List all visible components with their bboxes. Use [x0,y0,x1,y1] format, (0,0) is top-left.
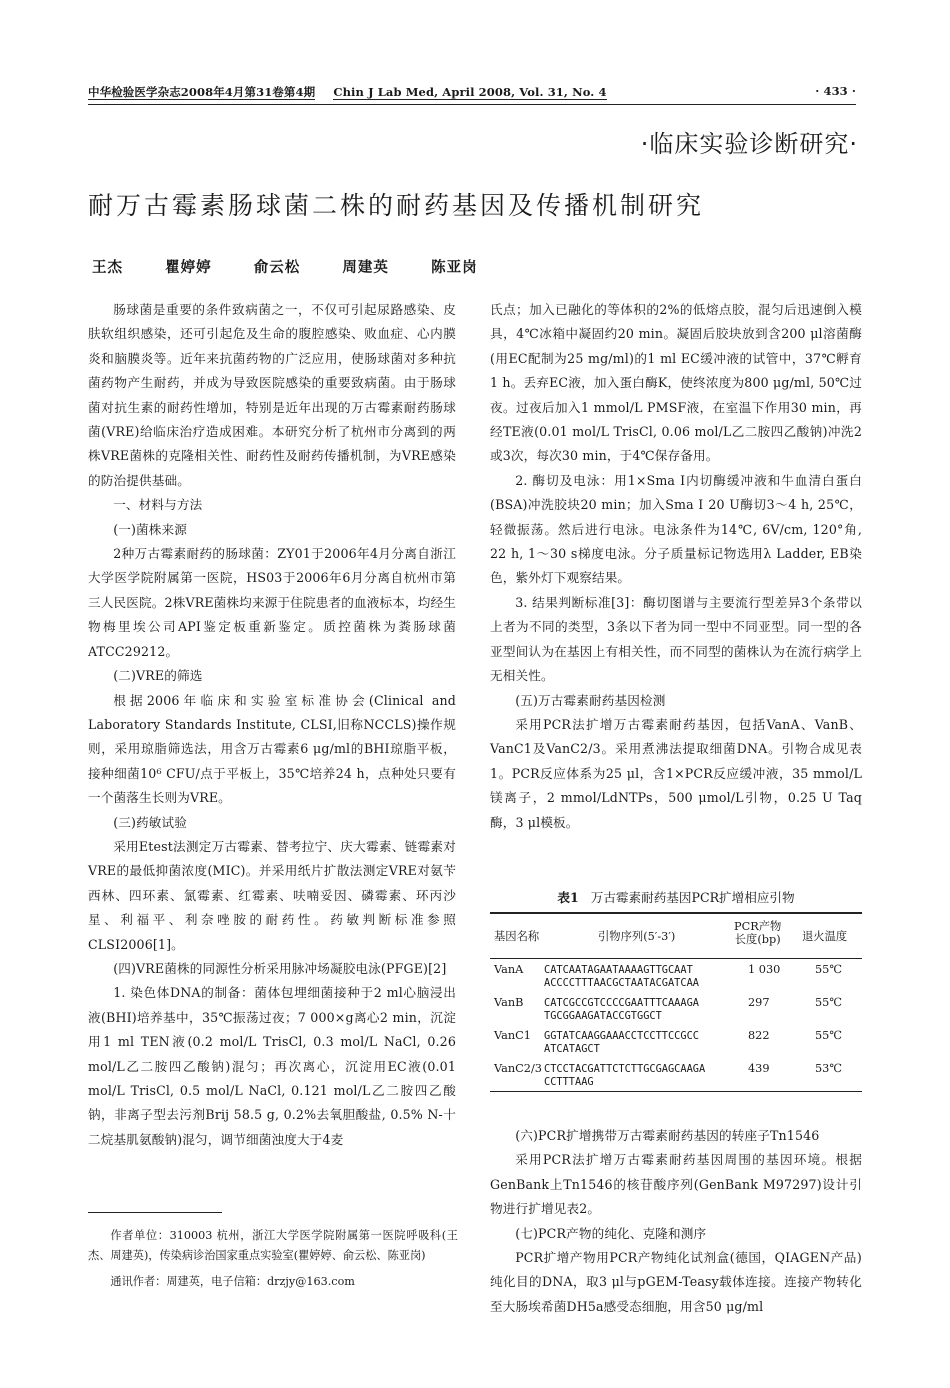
cell-temp: 55℃ [815,1029,843,1042]
paragraph: 3. 结果判断标准[3]：酶切图谱与主要流行型差异3个条带以上者为不同的类型，3条以下者为同一型中不同亚型。同一型的各亚型间认为在基因上有相关性，而不同型的菌株认为在流行病学上无相关性。 [490,594,862,684]
seq-forward: GGTATCAAGGAAACCTCCTTCCGCC [544,1030,699,1042]
paragraph: 采用PCR法扩增万古霉素耐药基因，包括VanA、VanB、VanC1及VanC2/3。采用煮沸法提取细菌DNA。引物合成见表1。PCR反应体系为25 μl，含1×PCR反应缓冲液，35 mmol/L镁离子，2 mmol/LdNTPs，500 μmol/L引物，0.25 U Taq酶，3 μl模板。 [490,716,862,830]
cell-gene: VanC2/3 [494,1062,542,1075]
seq-reverse: TGCGGAAGATACCGTGGCT [544,1009,662,1022]
cell-gene: VanB [494,996,524,1009]
header-sequence: 引物序列(5′-3′) [598,930,676,943]
header-annealing: 退火温度 [802,930,848,943]
paragraph: 根据2006年临床和实验室标准协会(Clinical and Laboratory Standards Institute, CLSI,旧称NCCLS)操作规则，采用琼脂筛选法，用含万古霉素6 μg/ml的BHI琼脂平板，接种细菌10⁶ CFU/点于平板上，35℃培养24 h，点种处只要有一个菌落生长则为VRE。 [88,692,456,806]
table-row [490,992,862,1025]
cell-length: 1 030 [748,963,781,976]
journal-cn: 中华检验医学杂志2008年4月第31卷第4期 [88,85,316,99]
cell-temp: 53℃ [815,1062,843,1075]
seq-reverse: ACCCCTTTAACGCTAATACGATCAA [544,976,699,989]
affiliation: 作者单位：310003 杭州，浙江大学医学院附属第一医院呼吸科(王杰、周建英)，传染病诊治国家重点实验室(瞿婷婷、俞云松、陈亚岗) [88,1229,458,1262]
footnote [88,1226,458,1292]
header-pcr-line2: 长度(bp) [734,933,781,946]
cell-sequence [544,1063,744,1088]
section-label: ·临床实验诊断研究· [640,130,858,158]
paragraph: 1. 染色体DNA的制备：菌体包埋细菌接种于2 ml心脑浸出液(BHI)培养基中，35℃振荡过夜；7 000×g离心2 min，沉淀用1 ml TEN液(0.2 mol/L TrisCl, 0.3 mol/L NaCl, 0.26 mol/L乙二胺四乙酸钠)混匀；再次离心，沉淀用EC液(0.01 mol/L TrisCl, 0.5 mol/L NaCl, 0.121 mol/L乙二胺四乙酸钠，非离子型去污剂Brij 58.5 g, 0.2%去氧胆酸盐, 0.5% N-十二烷基肌氨酸钠)混匀，调节细菌浊度大于4麦 [88,985,456,1147]
author-list: 王杰 瞿婷婷 俞云松 周建英 陈亚岗 [92,259,478,276]
table-header [490,914,862,958]
paragraph: 采用PCR法扩增万古霉素耐药基因周围的基因环境。根据GenBank上Tn1546的核苷酸序列(GenBank M97297)设计引物进行扩增见表2。 [490,1152,862,1217]
header-pcr-line1: PCR产物 [734,920,782,933]
table-row [490,1025,862,1058]
seq-forward: CATCGCCGTCCCCGAATTTCAAAGA [544,997,699,1009]
primer-table [490,912,862,1092]
right-column-top [490,298,862,835]
heading: (三)药敏试验 [113,814,188,830]
heading: (七)PCR产物的纯化、克隆和测序 [515,1225,707,1241]
table-row [490,1058,862,1091]
paragraph: 氏点；加入已融化的等体积的2%的低熔点胶，混匀后迅速倒入模具，4℃冰箱中凝固约20 min。凝固后胶块放到含200 μl溶菌酶(用EC配制为25 mg/ml)的1 ml EC缓冲液的试管中，37℃孵育1 h。丢弃EC液，加入蛋白酶K，使终浓度为800 μg/ml, 50℃过夜。过夜后加入1 mmol/L PMSF液，在室温下作用30 min，再经TE液(0.01 mol/L TrisCl, 0.06 mol/L乙二胺四乙酸钠)冲洗2或3次，每次30 min，于4℃保存备用。 [490,302,862,464]
cell-length: 822 [748,1029,770,1042]
right-column-bottom [490,1124,862,1319]
cell-sequence [544,1030,744,1055]
article-title: 耐万古霉素肠球菌二株的耐药基因及传播机制研究 [88,191,705,220]
paragraph: PCR扩增产物用PCR产物纯化试剂盒(德国，QIAGEN产品)纯化目的DNA，取3 μl与pGEM-Teasy载体连接。连接产物转化至大肠埃希菌DH5a感受态细胞，用含50 μg/ml [490,1250,862,1314]
cell-gene: VanC1 [494,1029,531,1042]
cell-length: 439 [748,1062,770,1075]
table-row [490,959,862,992]
cell-temp: 55℃ [815,963,843,976]
correspondence: 通讯作者：周建英，电子信箱：drzjy@163.com [110,1275,355,1288]
paragraph: 2. 酶切及电泳：用1×Sma Ⅰ内切酶缓冲液和牛血清白蛋白(BSA)冲洗胶块20 min；加入Sma Ⅰ 20 U酶切3～4 h, 25℃，轻微振荡。然后进行电泳。电泳条件为14℃, 6V/cm, 120°角, 22 h, 1～30 s梯度电泳。分子质量标记物选用λ Ladder, EB染色，紫外灯下观察结果。 [490,472,862,586]
page-number: · 433 · [815,84,856,98]
header-gene: 基因名称 [494,930,540,943]
seq-forward: CTCCTACGATTCTCTTGCGAGCAAGA [544,1063,706,1075]
journal-en: Chin J Lab Med, April 2008, Vol. 31, No. 4 [333,85,607,99]
cell-sequence [544,997,744,1022]
heading: (二)VRE的筛选 [113,668,203,684]
header-pcr-length [734,920,781,946]
seq-reverse: ATCATAGCT [544,1042,600,1055]
header-rule [88,104,856,105]
cell-length: 297 [748,996,770,1009]
table-label: 表1 [557,890,579,905]
heading: 一、材料与方法 [113,497,203,513]
heading: (四)VRE菌株的同源性分析采用脉冲场凝胶电泳(PFGE)[2] [113,960,447,976]
paragraph: 2种万古霉素耐药的肠球菌：ZY01于2006年4月分离自浙江大学医学院附属第一医院，HS03于2006年6月分离自杭州市第三人民医院。2株VRE菌株均来源于住院患者的血液标本，均经生物梅里埃公司API鉴定板重新鉴定。质控菌株为粪肠球菌ATCC29212。 [88,546,456,659]
table-name: 万古霉素耐药基因PCR扩增相应引物 [590,890,795,905]
running-header [88,84,856,100]
paragraph: 肠球菌是重要的条件致病菌之一，不仅可引起尿路感染、皮肤软组织感染，还可引起危及生命的腹腔感染、败血症、心内膜炎和脑膜炎等。近年来抗菌药物的广泛应用，使肠球菌对多种抗菌药物产生耐药，并成为导致医院感染的重要致病菌。由于肠球菌对抗生素的耐药性增加，特别是近年出现的万古霉素耐药肠球菌(VRE)给临床治疗造成困难。本研究分析了杭州市分离到的两株VRE菌株的克隆相关性、耐药性及耐药传播机制，为VRE感染的防治提供基础。 [88,302,456,488]
cell-temp: 55℃ [815,996,843,1009]
seq-forward: CATCAATAGAATAAAAGTTGCAAT [544,964,693,976]
cell-gene: VanA [494,963,524,976]
heading: (一)菌株来源 [113,521,188,537]
paragraph: 采用Etest法测定万古霉素、替考拉宁、庆大霉素、链霉素对VRE的最低抑菌浓度(MIC)。并采用纸片扩散法测定VRE对氨苄西林、四环素、氯霉素、红霉素、呋喃妥因、磷霉素、环丙沙星、利福平、利奈唑胺的耐药性。药敏判断标准参照CLSI2006[1]。 [88,838,456,952]
heading: (五)万古霉素耐药基因检测 [515,692,666,708]
heading: (六)PCR扩增携带万古霉素耐药基因的转座子Tn1546 [515,1128,820,1143]
left-column [88,298,456,1152]
table-caption [490,887,862,906]
seq-reverse: CCTTTAAG [544,1075,594,1088]
cell-sequence [544,964,744,989]
footnote-rule [88,1212,222,1213]
